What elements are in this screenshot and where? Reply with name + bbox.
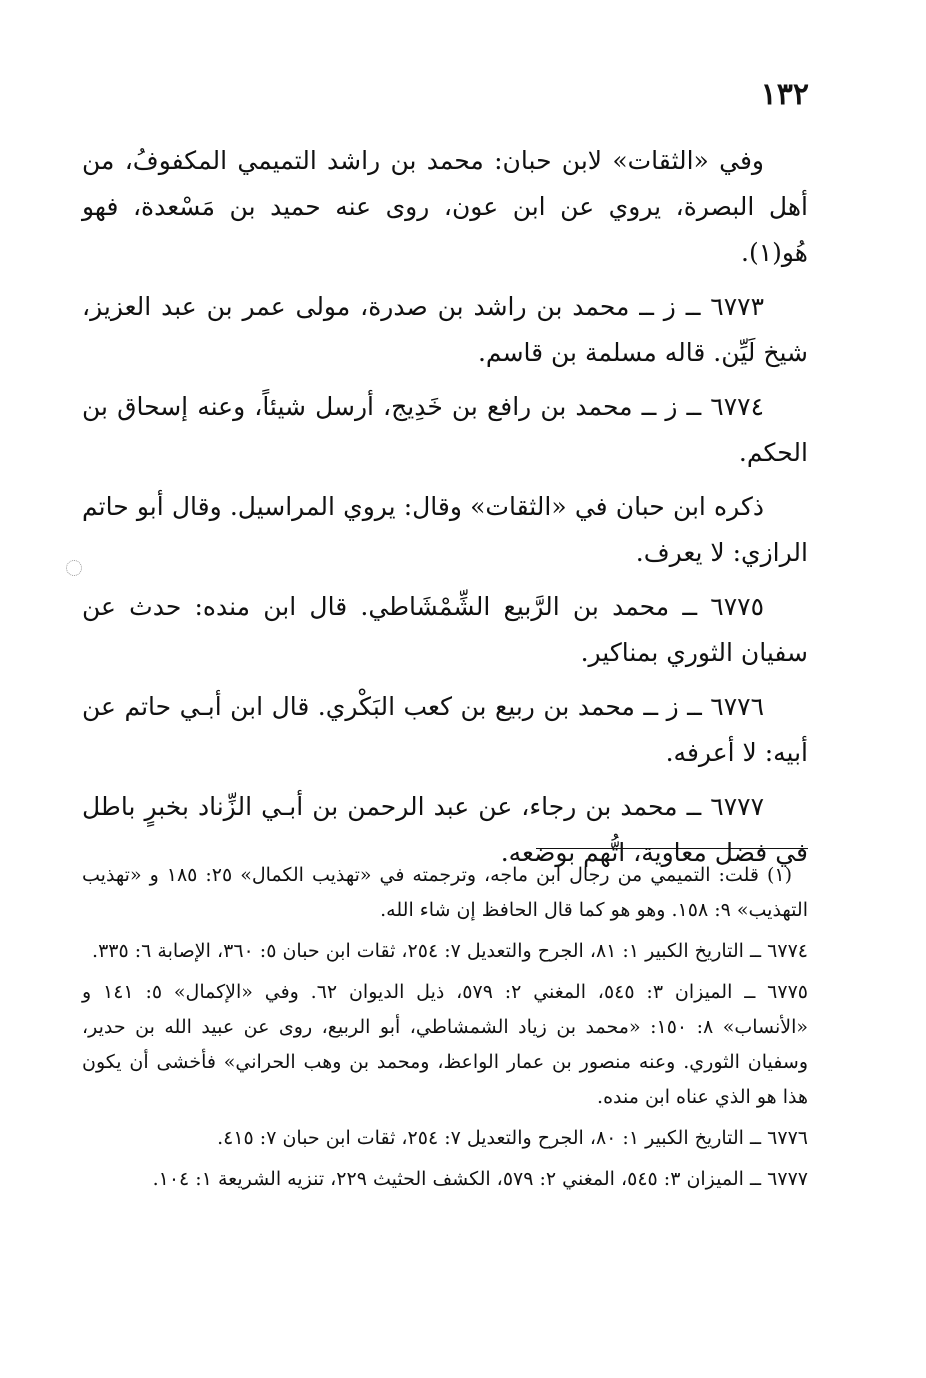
footnote-6775: ٦٧٧٥ ــ الميزان ٣: ٥٤٥، المغني ٢: ٥٧٩، ذيل الديوان ٦٢. وفي «الإكمال» ٥: ١٤١ و «الأنساب» ٨: ١٥٠: «محمد بن زياد الشمشاطي، أبو الربيع، روى عن عبيد الله بن حدير، وسفيان الثوري. وعنه منصور بن عمار الواعظ، ومحمد بن وهب الحراني» فأخشى أن يكون هذا هو الذي عناه ابن منده.: [82, 981, 808, 1108]
margin-mark: [66, 560, 82, 576]
paragraph-thiqat-note: وفي «الثقات» لابن حبان: محمد بن راشد التميمي المكفوفُ، من أهل البصرة، يروي عن ابن عون، روى عنه حميد بن مَسْعدة، فهو هُو(١).: [82, 146, 808, 267]
entry-6776: ٦٧٧٦ ــ ز ــ محمد بن ربيع بن كعب البَكْري. قال ابن أبـي حاتم عن أبيه: لا أعرفه.: [82, 692, 808, 767]
entry-6774: ٦٧٧٤ ــ ز ــ محمد بن رافع بن خَدِيج، أرسل شيئاً، وعنه إسحاق بن الحكم.: [82, 392, 808, 467]
entry-6774-continuation: ذكره ابن حبان في «الثقات» وقال: يروي المراسيل. وقال أبو حاتم الرازي: لا يعرف.: [82, 492, 808, 567]
footnote-1: (١) قلت: التميمي من رجال ابن ماجه، وترجمته في «تهذيب الكمال» ٢٥: ١٨٥ و «تهذيب التهذيب» ٩: ١٥٨. وهو هو كما قال الحافظ إن شاء الله.: [82, 864, 808, 921]
entry-6777: ٦٧٧٧ ــ محمد بن رجاء، عن عبد الرحمن بن أبـي الزِّناد بخبرٍ باطل في فضل معاوية، اتُّهم بوضعه.: [82, 792, 808, 867]
footnote-6776: ٦٧٧٦ ــ التاريخ الكبير ١: ٨٠، الجرح والتعديل ٧: ٢٥٤، ثقات ابن حبان ٧: ٤١٥.: [217, 1127, 808, 1149]
main-text-body: [82, 138, 808, 884]
entry-6775: ٦٧٧٥ ــ محمد بن الرَّبيع الشِّمْشَاطي. قال ابن منده: حدث عن سفيان الثوري بمناكير.: [82, 592, 808, 667]
footnote-6774: ٦٧٧٤ ــ التاريخ الكبير ١: ٨١، الجرح والتعديل ٧: ٢٥٤، ثقات ابن حبان ٥: ٣٦٠، الإصابة ٦: ٣٣٥.: [92, 940, 808, 962]
footnote-divider: [536, 848, 808, 849]
entry-6773: ٦٧٧٣ ــ ز ــ محمد بن راشد بن صدرة، مولى عمر بن عبد العزيز، شيخ لَيِّن. قاله مسلمة بن قاسم.: [82, 292, 808, 367]
page-number: ١٣٢: [760, 77, 809, 112]
footnotes-section: [82, 858, 808, 1203]
footnote-6777: ٦٧٧٧ ــ الميزان ٣: ٥٤٥، المغني ٢: ٥٧٩، الكشف الحثيث ٢٢٩، تنزيه الشريعة ١: ١٠٤.: [152, 1168, 808, 1190]
